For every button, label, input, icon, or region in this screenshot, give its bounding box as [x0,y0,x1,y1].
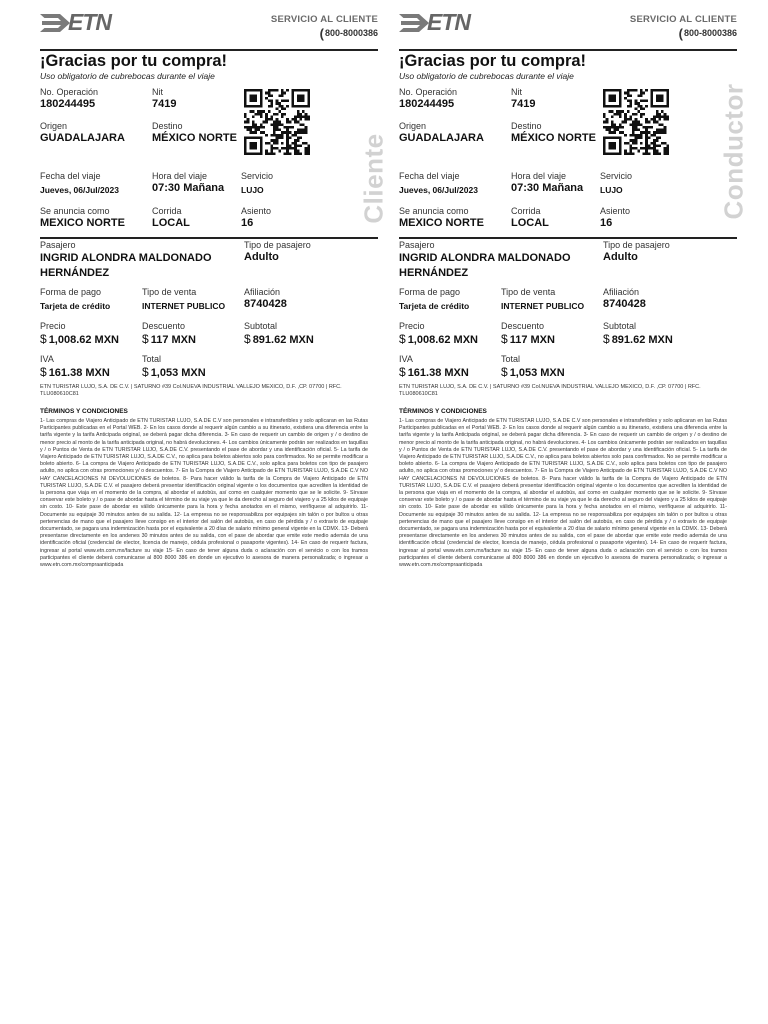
travel-date-value: Jueves, 06/Jul/2023 [40,185,119,195]
price-amount: 1,008.62 MXN [48,334,120,346]
subtotal-amount: 891.62 MXN [611,334,673,346]
nit-value: 7419 [511,98,536,110]
subtotal-value [244,332,314,346]
operation-label: No. Operación [40,87,99,97]
terms-text: 1- Las compras de Viajero Anticipado de ETN TURISTAR LUJO, S.A.DE C.V son personales e intransferibles y solo aplicaran en las Rutas Participantes publicadas en el Portal WEB. 2- En los casos donde al requerir algún cambio a su itinerario, existiera una diferencia entre la tarifa vigente y la tarifa Anticipada original, se deberá pagar dicha diferencia. 3- En caso de requerir un cambio de origen y / o destino de menor precio al monto de la tarifa anticipada original, no habrá devoluciones. 4- Los cambios únicamente podrán ser realizados en taquillas y / o Puntos de Venta de ETN TURISTAR LUJO, S.A.DE C.V. presentando el pase de abordar y una identificación oficial. 5- La tarifa de Viajero Anticipado de ETN TURISTAR LUJO, S.A.DE C.V., no aplica para boletos abiertos solo para confirmados. No se permite modificar a boleto abierto. 6- La compra de Viajero Anticipado de ETN TURISTAR LUJO, S.A.DE C.V., solo aplica para boletos con tipo de pasajero adulto, no aplica con otras promociones y/ o descuentos. 7- En la Compra de Viajero Anticipado de ETN TURISTAR LUJO, S.A.DE C.V NO HAY CANCELACIONES NI DEVOLUCIONES de boletos. 8- Para hacer válido la tarifa de la Compra de Viajero Anticipado de ETN TURISTAR LUJO, S.A.DE C.V. el pasajero deberá presentar identificación original vigente o los documentos que acrediten la identidad de la persona que viaja en el momento de la compra, al abordar el autobús, así como en cualquier momento que se le solicite. 9- Sírvase conservar este boleto y / o pase de abordar hasta el término de su viaje ya que le da derecho al seguro del viajero y a 25 kilos de equipaje sin costo. 10- Este pase de abordar es válido únicamente para la hora y fecha anotados en el mismo, verifíquese al adquirirlo. 11- Documente su equipaje 30 minutos antes de su salida. 12- La empresa no se responsabiliza por equipajes sin talón o por bultos u otras pertenencias de mano que el pasajero lleve consigo en el interior del salón del autobús, en caso de pérdida y / o extravío de equipaje documentado, se pagara una indemnización hasta por el equivalente a 20 días de salario mínimo general vigente en la CDMX. 13- Deberá presentarse directamente en los andenes 30 minutos antes de su salida, con el pase de abordar que emite este medio además de una identificación oficial (credencial de elector, licencia de manejo, cédula profesional o pasaporte vigentes). 14- En caso de requerir factura, ingresar al portal www.etn.com.mx/facture su viaje 15- En caso de tener alguna duda o aclaración con el servicio o con los tramos participantes el cliente deberá comunicarse al 800 8000 386 en donde un ejecutivo lo asesora de manera personalizada; o ingresar a www.etn.com.mx/compraanticipada [40,418,368,569]
origin-value: GUADALAJARA [40,132,125,144]
payment-method-label: Forma de pago [399,287,461,297]
announced-as-value: MEXICO NORTE [399,217,484,229]
subtotal-amount: 891.62 MXN [252,334,314,346]
terms-title: TÉRMINOS Y CONDICIONES [399,408,487,415]
total-amount: 1,053 MXN [150,367,206,379]
copy-label-cliente: Cliente [358,133,389,224]
currency-symbol: $ [40,332,47,346]
service-label: SERVICIO AL CLIENTE [270,14,378,25]
seat-label: Asiento [600,206,631,216]
seat-label: Asiento [241,206,272,216]
price-label: Precio [399,321,425,331]
currency-symbol: $ [40,365,47,379]
affiliation-value: 8740428 [244,298,287,310]
currency-symbol: $ [142,365,149,379]
tax-amount: 161.38 MXN [48,367,110,379]
phone-number: 800-8000386 [683,28,737,38]
currency-symbol: $ [603,332,610,346]
tax-value [399,365,469,379]
total-amount: 1,053 MXN [509,367,565,379]
nit-label: Nit [152,87,163,97]
phone-icon: ( [319,26,324,41]
passenger-value: INGRID ALONDRA MALDONADO HERNÁNDEZ [399,252,571,279]
thanks-title: ¡Gracias por tu compra! [399,52,587,70]
announced-as-label: Se anuncia como [40,206,110,216]
top-divider [40,49,378,51]
sale-type-label: Tipo de venta [142,287,197,297]
service-phone [271,26,378,41]
passenger-type-label: Tipo de pasajero [244,240,311,250]
total-label: Total [142,354,162,364]
travel-date-label: Fecha del viaje [40,171,101,181]
tax-amount: 161.38 MXN [407,367,469,379]
etn-logo [40,10,140,36]
affiliation-label: Afiliación [244,287,281,297]
brand-name: ETN [427,9,470,35]
travel-date-value: Jueves, 06/Jul/2023 [399,185,478,195]
destination-label: Destino [511,121,542,131]
price-amount: 1,008.62 MXN [407,334,479,346]
currency-symbol: $ [501,365,508,379]
brand-name: ETN [68,9,111,35]
passenger-type-value: Adulto [244,251,279,263]
mask-notice: Uso obligatorio de cubrebocas durante el viaje [399,71,574,81]
travel-time-label: Hora del viaje [152,171,208,181]
passenger-type-label: Tipo de pasajero [603,240,670,250]
copy-label-conductor: Conductor [718,83,749,220]
operation-value: 180244495 [399,98,455,110]
currency-symbol: $ [399,332,406,346]
total-label: Total [501,354,521,364]
company-info: ETN TURISTAR LUJO, S.A. DE C.V. | SATURNO #39 Col.NUEVA INDUSTRIAL VALLEJO MEXICO, D.F. ,CP. 07700 | RFC. TLU080610C81 [399,384,701,397]
tax-label: IVA [399,354,413,364]
total-value [501,365,565,379]
run-value: LOCAL [511,217,549,229]
service-type-label: Servicio [241,171,274,181]
qr-code [603,89,669,155]
service-type-value: LUJO [600,185,623,195]
origin-label: Origen [40,121,68,131]
nit-value: 7419 [152,98,177,110]
discount-amount: 117 MXN [150,334,196,346]
mid-divider [40,237,378,239]
currency-symbol: $ [399,365,406,379]
qr-code [244,89,310,155]
service-phone [630,26,737,41]
affiliation-value: 8740428 [603,298,646,310]
subtotal-label: Subtotal [603,321,637,331]
currency-symbol: $ [244,332,251,346]
operation-label: No. Operación [399,87,458,97]
nit-label: Nit [511,87,522,97]
ticket-copy-conductor [399,0,747,600]
announced-as-value: MEXICO NORTE [40,217,125,229]
mask-notice: Uso obligatorio de cubrebocas durante el viaje [40,71,215,81]
payment-method-value: Tarjeta de crédito [40,301,111,311]
travel-date-label: Fecha del viaje [399,171,460,181]
payment-method-value: Tarjeta de crédito [399,301,470,311]
price-label: Precio [40,321,66,331]
discount-label: Descuento [501,321,545,331]
top-divider [399,49,737,51]
run-label: Corrida [152,206,182,216]
currency-symbol: $ [142,332,149,346]
terms-title: TÉRMINOS Y CONDICIONES [40,408,128,415]
seat-value: 16 [241,217,254,229]
destination-value: MÉXICO NORTE [511,132,596,144]
customer-service [630,14,737,41]
company-info: ETN TURISTAR LUJO, S.A. DE C.V. | SATURNO #39 Col.NUEVA INDUSTRIAL VALLEJO MEXICO, D.F. ,CP. 07700 | RFC. TLU080610C81 [40,384,342,397]
currency-symbol: $ [501,332,508,346]
sale-type-value: INTERNET PUBLICO [501,301,585,311]
destination-label: Destino [152,121,183,131]
discount-value [501,332,555,346]
subtotal-label: Subtotal [244,321,278,331]
discount-value [142,332,196,346]
subtotal-value [603,332,673,346]
price-value [399,332,478,346]
passenger-value: INGRID ALONDRA MALDONADO HERNÁNDEZ [40,252,212,279]
travel-time-value: 07:30 Mañana [511,182,584,194]
affiliation-label: Afiliación [603,287,640,297]
sale-type-value: INTERNET PUBLICO [142,301,226,311]
mid-divider [399,237,737,239]
run-label: Corrida [511,206,541,216]
travel-time-value: 07:30 Mañana [152,182,225,194]
total-value [142,365,206,379]
tax-label: IVA [40,354,54,364]
tax-value [40,365,110,379]
price-value [40,332,119,346]
discount-amount: 117 MXN [509,334,555,346]
operation-value: 180244495 [40,98,96,110]
payment-method-label: Forma de pago [40,287,102,297]
sale-type-label: Tipo de venta [501,287,556,297]
thanks-title: ¡Gracias por tu compra! [40,52,228,70]
service-type-value: LUJO [241,185,264,195]
destination-value: MÉXICO NORTE [152,132,237,144]
announced-as-label: Se anuncia como [399,206,469,216]
ticket-copy-cliente [40,0,388,600]
run-value: LOCAL [152,217,190,229]
phone-icon: ( [678,26,683,41]
seat-value: 16 [600,217,613,229]
origin-label: Origen [399,121,427,131]
terms-text: 1- Las compras de Viajero Anticipado de ETN TURISTAR LUJO, S.A.DE C.V son personales e intransferibles y solo aplicaran en las Rutas Participantes publicadas en el Portal WEB. 2- En los casos donde al requerir algún cambio a su itinerario, existiera una diferencia entre la tarifa vigente y la tarifa Anticipada original, se deberá pagar dicha diferencia. 3- En caso de requerir un cambio de origen y / o destino de menor precio al monto de la tarifa anticipada original, no habrá devoluciones. 4- Los cambios únicamente podrán ser realizados en taquillas y / o Puntos de Venta de ETN TURISTAR LUJO, S.A.DE C.V. presentando el pase de abordar y una identificación oficial. 5- La tarifa de Viajero Anticipado de ETN TURISTAR LUJO, S.A.DE C.V., no aplica para boletos abiertos solo para confirmados. No se permite modificar a boleto abierto. 6- La compra de Viajero Anticipado de ETN TURISTAR LUJO, S.A.DE C.V., solo aplica para boletos con tipo de pasajero adulto, no aplica con otras promociones y/ o descuentos. 7- En la Compra de Viajero Anticipado de ETN TURISTAR LUJO, S.A.DE C.V NO HAY CANCELACIONES NI DEVOLUCIONES de boletos. 8- Para hacer válido la tarifa de la Compra de Viajero Anticipado de ETN TURISTAR LUJO, S.A.DE C.V. el pasajero deberá presentar identificación original vigente o los documentos que acrediten la identidad de la persona que viaja en el momento de la compra, al abordar el autobús, así como en cualquier momento que se le solicite. 9- Sírvase conservar este boleto y / o pase de abordar hasta el término de su viaje ya que le da derecho al seguro del viajero y a 25 kilos de equipaje sin costo. 10- Este pase de abordar es válido únicamente para la hora y fecha anotados en el mismo, verifíquese al adquirirlo. 11- Documente su equipaje 30 minutos antes de su salida. 12- La empresa no se responsabiliza por equipajes sin talón o por bultos u otras pertenencias de mano que el pasajero lleve consigo en el interior del salón del autobús, en caso de pérdida y / o extravío de equipaje documentado, se pagara una indemnización hasta por el equivalente a 20 días de salario mínimo general vigente en la CDMX. 13- Deberá presentarse directamente en los andenes 30 minutos antes de su salida, con el pase de abordar que emite este medio además de una identificación oficial (credencial de elector, licencia de manejo, cédula profesional o pasaporte vigentes). 14- En caso de requerir factura, ingresar al portal www.etn.com.mx/facture su viaje 15- En caso de tener alguna duda o aclaración con el servicio o con los tramos participantes el cliente deberá comunicarse al 800 8000 386 en donde un ejecutivo lo asesora de manera personalizada; o ingresar a www.etn.com.mx/compraanticipada [399,418,727,569]
passenger-label: Pasajero [399,240,435,250]
discount-label: Descuento [142,321,186,331]
passenger-label: Pasajero [40,240,76,250]
service-label: SERVICIO AL CLIENTE [629,14,737,25]
origin-value: GUADALAJARA [399,132,484,144]
customer-service [271,14,378,41]
passenger-type-value: Adulto [603,251,638,263]
service-type-label: Servicio [600,171,633,181]
phone-number: 800-8000386 [324,28,378,38]
travel-time-label: Hora del viaje [511,171,567,181]
etn-logo [399,10,499,36]
